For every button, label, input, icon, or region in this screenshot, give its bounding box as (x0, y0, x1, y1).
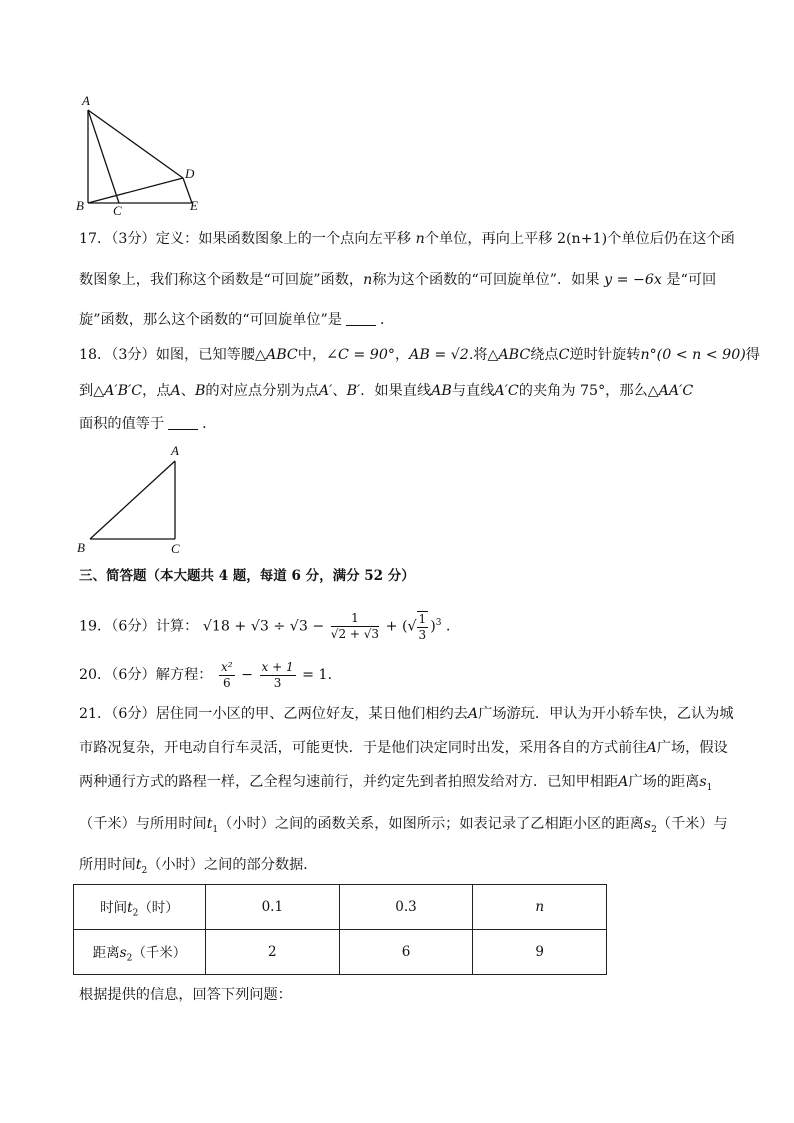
q20-fraction-2: $\frac{x + 1}{3}$ (261, 659, 294, 690)
q17-line-1: 17．（3分）定义：如果函数图象上的一个点向左平移 n个单位，再向上平移 2(n+1)个单位后仍在这个函 (79, 231, 735, 247)
table-cell: 0.1 (205, 885, 339, 930)
table-cell: 2 (205, 930, 339, 975)
q19-fraction: $\frac{1}{√2 + √3}$ (330, 611, 380, 642)
q19-line: 19．（6分）计算： √18 + √3 ÷ √3 − $\frac{1}{√2 + √3}$ + (√ $\frac{1}{3}$ )$^3$ ． (79, 611, 461, 642)
table-header-distance: 距离$s_2$（千米） (74, 930, 206, 975)
fig1-line-bd (88, 178, 183, 203)
q18-line-2: 到△A′B′C，点A、B的对应点分别为点A′、B′．如果直线AB与直线A′C的夹角为 75°，那么△AA′C (79, 383, 694, 399)
fig1-line-ad (88, 110, 183, 178)
fig1-label-e: E (190, 198, 198, 213)
q21-line-3: 两种通行方式的路程一样，乙全程匀速前行，并约定先到者拍照发给对方．已知甲相距A广场的距离$s_1$ (79, 774, 713, 793)
data-table (73, 884, 607, 975)
fig1-label-d: D (185, 166, 195, 181)
q19-expr-part1: √18 + √3 ÷ √3 − (202, 618, 325, 635)
q21-line-1: 21．（6分）居住同一小区的甲、乙两位好友，某日他们相约去A广场游玩．甲认为开小轿车快，乙认为城 (79, 706, 734, 722)
q17-answer-blank[interactable] (346, 325, 376, 326)
q17-line-2: 数图象上，我们称这个函数是“可回旋”函数，n称为这个函数的“可回旋单位”．如果 y = −6x 是“可回 (79, 272, 717, 288)
table-cell: 0.3 (339, 885, 473, 930)
table-header-time: 时间$t_2$（时） (74, 885, 206, 930)
q20-fraction-1: $\frac{\text{x²}}{6}$ (221, 659, 233, 690)
q17-line-3: 旋”函数，那么这个函数的“可回旋单位”是 ． (79, 312, 395, 328)
fig1-label-a: A (82, 93, 90, 108)
fig2-label-b: B (77, 540, 85, 555)
q20-line: 20．（6分）解方程： $\frac{\text{x²}}{6}$ − $\frac{x + 1}{3}$ = 1． (79, 659, 342, 690)
fig1-line-ac (88, 110, 119, 203)
table-cell: n (473, 885, 607, 930)
fig1-label-b: B (76, 198, 84, 213)
section-heading: 三、简答题（本大题共 4 题，每道 6 分，满分 52 分） (79, 568, 415, 584)
table-cell: 9 (473, 930, 607, 975)
q18-line-1: 18．（3分）如图，已知等腰△ABC中，∠C = 90°，AB = √2.将△ABC绕点C逆时针旋转n°(0 < n < 90)得 (79, 347, 760, 363)
q21-line-2: 市路况复杂，开电动自行车灵活，可能更快．于是他们决定同时出发，采用各自的方式前往A广场，假设 (79, 740, 728, 756)
q21-line-4: （千米）与所用时间$t_1$（小时）之间的函数关系，如图所示；如表记录了乙相距小区的距离$s_2$（千米）与 (79, 816, 728, 835)
q18-line-3: 面积的值等于 ． (79, 416, 217, 432)
table-row-time (74, 885, 607, 930)
table-row-distance (74, 930, 607, 975)
q18-answer-blank[interactable] (168, 429, 198, 430)
table-cell: 6 (339, 930, 473, 975)
fig2-line-ab (90, 461, 175, 539)
figure-triangle-abcde (70, 90, 220, 215)
q21-line-5: 所用时间$t_2$（小时）之间的部分数据． (79, 857, 318, 876)
fig1-label-c: C (113, 203, 122, 218)
figure-right-triangle-abc (80, 440, 200, 560)
footer-text: 根据提供的信息，回答下列问题： (79, 987, 292, 1003)
fig2-label-a: A (171, 443, 179, 458)
fig2-label-c: C (171, 541, 180, 556)
q19-root-fraction: $\frac{1}{3}$ (418, 611, 427, 642)
